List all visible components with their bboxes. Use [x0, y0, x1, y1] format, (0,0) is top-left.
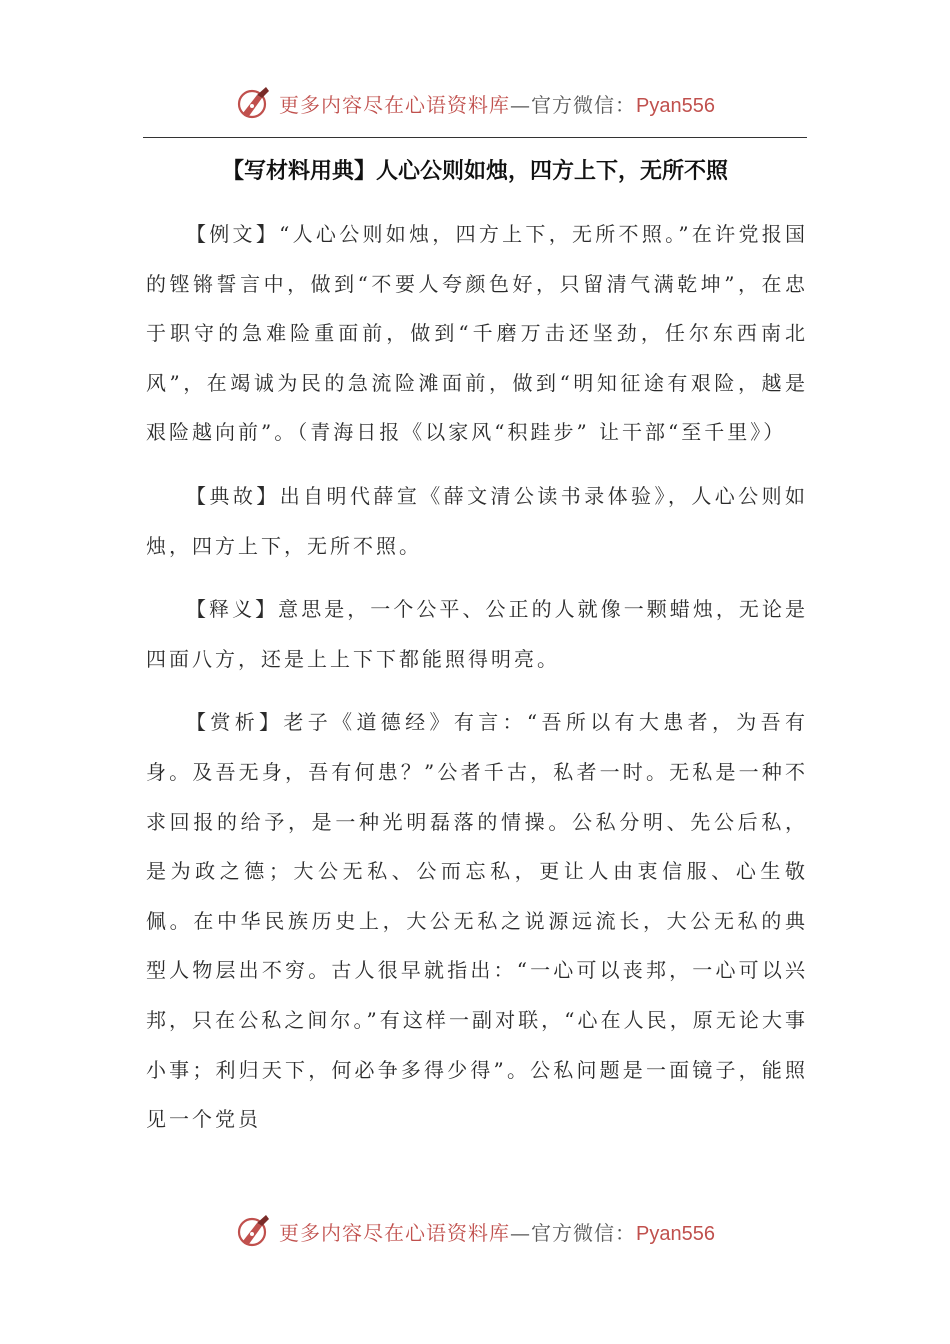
paragraph-label: 【赏析】 — [186, 710, 284, 735]
header-banner — [0, 78, 950, 128]
banner-wechat-id: Pyan556 — [636, 94, 715, 117]
article-title: 【写材料用典】人心公则如烛，四方上下，无所不照 — [221, 159, 728, 184]
footer-banner — [0, 1206, 950, 1256]
paragraph-label: 【例文】 — [186, 222, 280, 246]
banner-separator: —官方微信： — [510, 1220, 637, 1245]
banner-wechat-id: Pyan556 — [636, 1222, 715, 1245]
paragraph-appreciation — [146, 698, 808, 1144]
pen-nib-logo-icon — [235, 83, 275, 123]
paragraph-label: 【典故】 — [186, 483, 280, 508]
paragraph-label: 【释义】 — [186, 597, 279, 622]
paragraph-example — [146, 210, 808, 458]
paragraph-text: “人心公则如烛，四方上下，无所不照。”在许党报国的铿锵誓言中，做到“不要人夸颜色好，只留清气满乾坤”，在忠于职守的急难险重面前，做到“千磨万击还坚劲，任尔东西南北风”，在竭诚为民的急流险滩面前，做到“明知征途有艰险，越是艰险越向前”。（青海日报《以家风“积跬步” 让干部“至千里》） — [146, 222, 809, 445]
paragraph-text: 老子《道德经》有言：“吾所以有大患者，为吾有身。及吾无身，吾有何患？”公者千古，私者一时。无私是一种不求回报的给予，是一种光明磊落的情操。公私分明、先公后私，是为政之德；大公无私、公而忘私，更让人由衷信服、心生敬佩。在中华民族历史上，大公无私之说源远流长，大公无私的典型人物层出不穷。古人很早就指出：“一心可以丧邦，一心可以兴邦，只在公私之间尔。”有这样一副对联，“心在人民，原无论大事小事；利归天下，何必争多得少得”。公私问题是一面镜子，能照见一个党员 — [146, 710, 808, 1132]
paragraph-allusion — [146, 472, 808, 571]
paragraph-text: 意思是，一个公平、公正的人就像一颗蜡烛，无论是四面八方，还是上上下下都能照得明亮。 — [146, 597, 809, 671]
paragraph-text: 出自明代薛宣《薛文清公读书录体验》，人心公则如烛，四方上下，无所不照。 — [146, 483, 809, 558]
article-body — [146, 210, 808, 1145]
paragraph-meaning — [146, 585, 808, 684]
header-divider — [143, 137, 807, 138]
pen-nib-logo-icon — [235, 1211, 275, 1251]
banner-separator: —官方微信： — [510, 92, 637, 117]
banner-site-name: 更多内容尽在心语资料库 — [279, 92, 511, 117]
banner-site-name: 更多内容尽在心语资料库 — [279, 1220, 511, 1245]
